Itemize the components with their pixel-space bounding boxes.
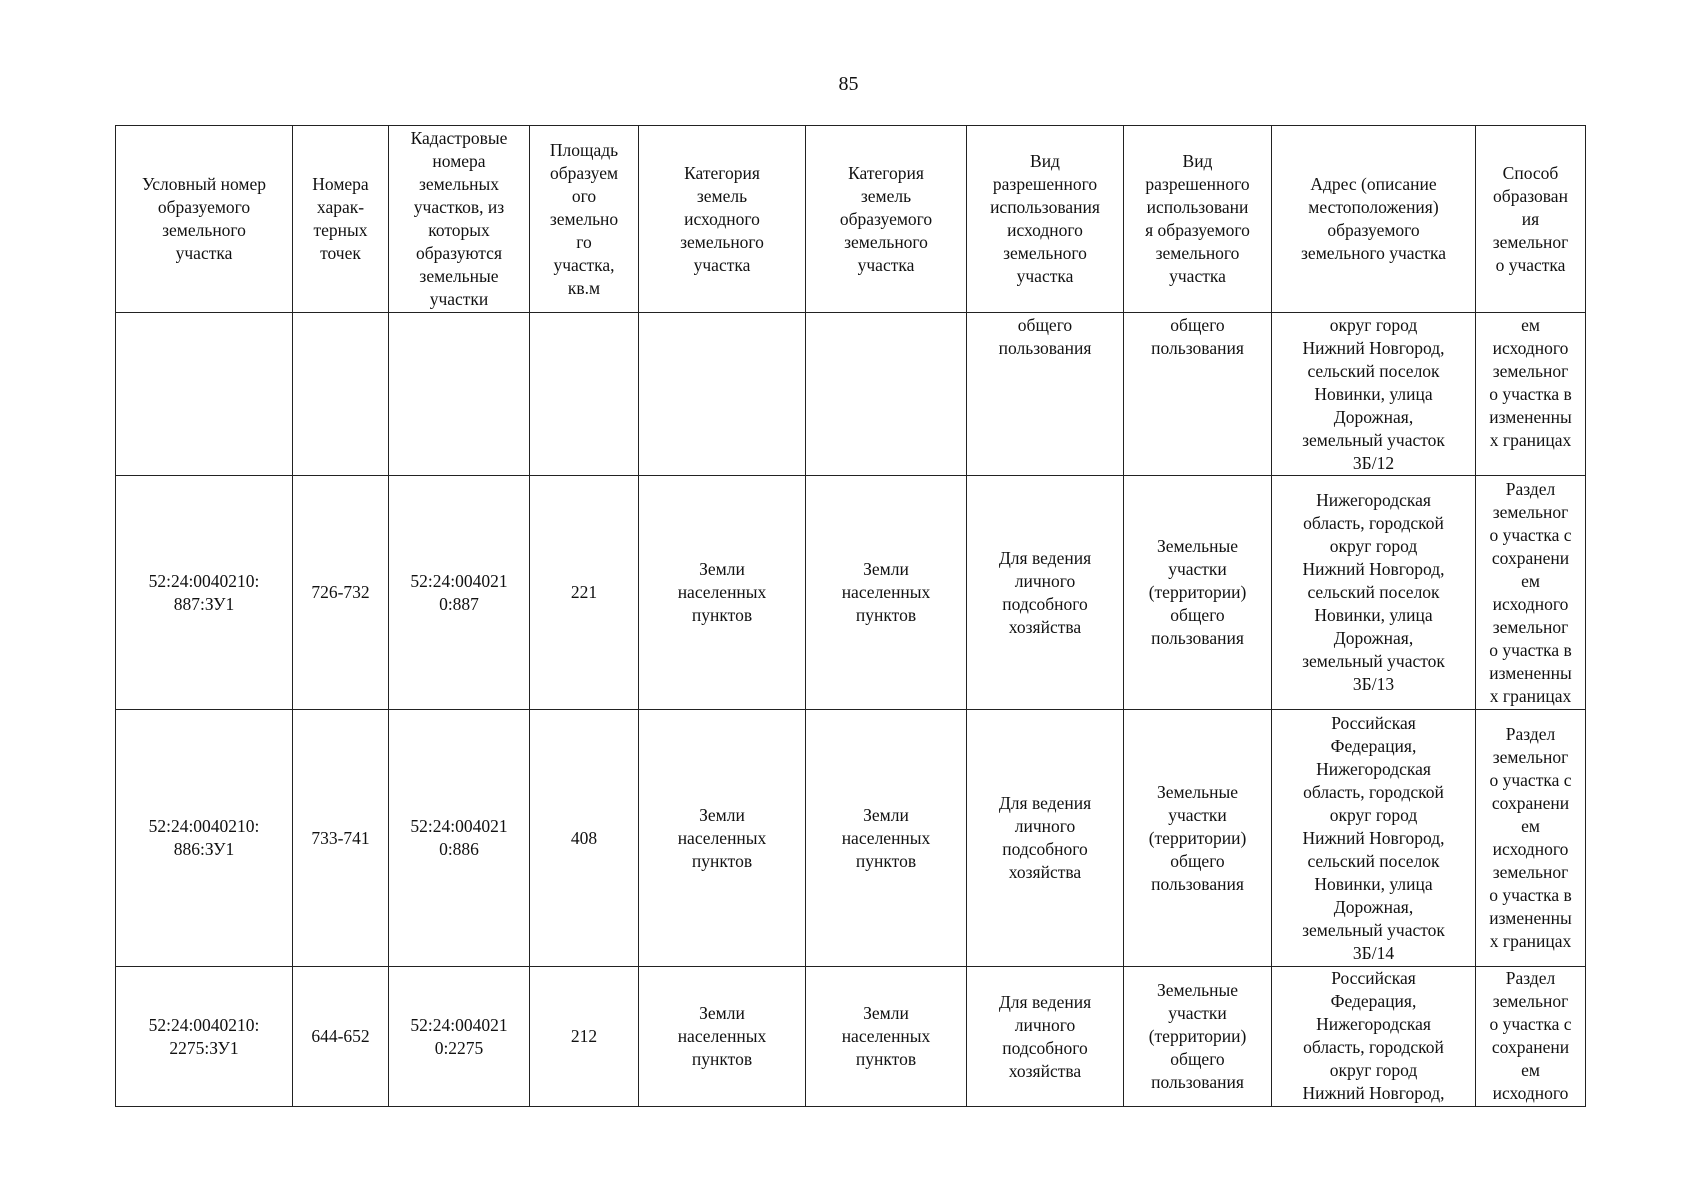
cell-source-use: [967, 476, 1124, 710]
cell-new-category: [806, 313, 967, 476]
cell-source-use: [967, 967, 1124, 1107]
cell-source-cadastral: [389, 313, 530, 476]
cell-text: 52:24:004021 0:887: [410, 570, 508, 614]
cell-area: [530, 967, 639, 1107]
cell-text: Российская Федерация, Нижегородская область, городской округ город Нижний Новгород, сельский поселок Новинки, улица Дорожная, земельный участок 3Б/14: [1302, 712, 1445, 963]
cell-text: Для ведения личного подсобного хозяйства: [998, 991, 1092, 1081]
header-new-use: [1124, 126, 1272, 313]
cell-point-numbers: [293, 710, 389, 967]
header-new-category-label: Категория земель образуемого земельного участка: [839, 162, 933, 275]
cell-area: [530, 313, 639, 476]
header-source-cadastral-label: Кадастровые номера земельных участков, из которых образуются земельные участки: [410, 128, 508, 309]
cell-method: [1476, 710, 1586, 967]
cell-text: 212: [570, 1026, 598, 1046]
page-number: 85: [838, 73, 859, 95]
cell-text: общего пользования: [1151, 315, 1244, 358]
cell-text: 52:24:0040210: 2275:ЗУ1: [148, 1014, 260, 1058]
header-plot-number: [116, 126, 293, 313]
cell-text: общего пользования: [998, 315, 1092, 358]
table-row: [116, 710, 1586, 967]
header-method-label: Способ образован ия земельног о участка: [1492, 162, 1569, 275]
cell-text: 408: [570, 827, 598, 848]
cell-text: 221: [570, 582, 598, 602]
cell-text: Нижегородская область, городской округ город Нижний Новгород, сельский поселок Новинки, улица Дорожная, земельный участок 3Б/13: [1302, 490, 1445, 694]
header-point-numbers: [293, 126, 389, 313]
cell-text: 644-652: [311, 1026, 370, 1046]
cell-text: Земли населенных пунктов: [841, 804, 931, 871]
cell-text: Земельные участки (территории) общего пользования: [1148, 980, 1247, 1092]
cell-area: [530, 476, 639, 710]
cell-source-cadastral: [389, 476, 530, 710]
header-address-label: Адрес (описание местоположения) образуемого земельного участка: [1301, 174, 1446, 263]
cell-new-use: [1124, 313, 1272, 476]
cell-source-category: [639, 476, 806, 710]
cell-new-category: [806, 476, 967, 710]
header-source-use-label: Вид разрешенного использования исходного земельного участка: [990, 151, 1100, 286]
cell-point-numbers: [293, 313, 389, 476]
cell-area: [530, 710, 639, 967]
cell-text: Земли населенных пунктов: [677, 804, 767, 871]
cell-plot-number: [116, 476, 293, 710]
cell-text: Земельные участки (территории) общего пользования: [1148, 781, 1247, 894]
cell-text: 52:24:004021 0:2275: [410, 1014, 508, 1058]
header-source-use: [967, 126, 1124, 313]
cell-text: 733-741: [311, 827, 370, 848]
header-new-use-label: Вид разрешенного использовани я образуемого земельного участка: [1145, 151, 1250, 286]
cell-source-category: [639, 710, 806, 967]
cell-address: [1272, 313, 1476, 476]
header-source-category-label: Категория земель исходного земельного участка: [680, 162, 764, 275]
cell-method: [1476, 313, 1586, 476]
cell-source-use: [967, 313, 1124, 476]
table-header-row: [116, 126, 1586, 313]
cell-plot-number: [116, 967, 293, 1107]
cell-plot-number: [116, 313, 293, 476]
cell-text: ем исходного земельног о участка в измененны х границах: [1489, 315, 1572, 450]
cell-text: Земли населенных пунктов: [841, 1003, 931, 1069]
cell-text: Земли населенных пунктов: [841, 559, 931, 625]
header-area: [530, 126, 639, 313]
cell-text: 52:24:0040210: 886:ЗУ1: [148, 816, 260, 859]
table-row: [116, 313, 1586, 476]
cell-method: [1476, 967, 1586, 1107]
cell-text: Земли населенных пунктов: [677, 1003, 767, 1069]
cell-text: 52:24:0040210: 887:ЗУ1: [148, 570, 260, 614]
cell-address: [1272, 476, 1476, 710]
cell-text: округ город Нижний Новгород, сельский поселок Новинки, улица Дорожная, земельный участок 3Б/12: [1302, 315, 1445, 473]
cell-text: Земельные участки (территории) общего пользования: [1148, 536, 1247, 648]
cell-text: 52:24:004021 0:886: [410, 816, 508, 859]
cell-new-use: [1124, 476, 1272, 710]
cell-text: Раздел земельног о участка с сохранени ем исходного земельног о участка в измененны х границах: [1489, 478, 1572, 706]
land-plots-table: [115, 125, 1586, 1107]
cell-point-numbers: [293, 967, 389, 1107]
cell-source-cadastral: [389, 967, 530, 1107]
header-new-category: [806, 126, 967, 313]
cell-source-use: [967, 710, 1124, 967]
header-address: [1272, 126, 1476, 313]
cell-text: Земли населенных пунктов: [677, 559, 767, 625]
cell-address: [1272, 710, 1476, 967]
cell-new-category: [806, 710, 967, 967]
table-row: [116, 476, 1586, 710]
cell-source-category: [639, 967, 806, 1107]
header-area-label: Площадь образуем ого земельно го участка, кв.м: [549, 139, 619, 298]
cell-point-numbers: [293, 476, 389, 710]
cell-text: Российская Федерация, Нижегородская область, городской округ город Нижний Новгород,: [1302, 968, 1445, 1103]
cell-source-cadastral: [389, 710, 530, 967]
header-source-cadastral: [389, 126, 530, 313]
cell-text: Раздел земельног о участка с сохранени ем исходного земельног о участка в измененны х границах: [1489, 724, 1572, 951]
cell-text: Для ведения личного подсобного хозяйства: [998, 793, 1092, 882]
table-row: [116, 967, 1586, 1107]
cell-text: 726-732: [311, 582, 370, 602]
header-method: [1476, 126, 1586, 313]
cell-address: [1272, 967, 1476, 1107]
cell-new-use: [1124, 967, 1272, 1107]
header-plot-number-label: Условный номер образуемого земельного участка: [141, 174, 267, 263]
cell-text: Для ведения личного подсобного хозяйства: [998, 547, 1092, 637]
cell-source-category: [639, 313, 806, 476]
cell-method: [1476, 476, 1586, 710]
header-source-category: [639, 126, 806, 313]
header-point-numbers-label: Номера харак- терных точек: [312, 174, 369, 263]
cell-text: Раздел земельног о участка с сохранени ем исходного: [1489, 968, 1572, 1103]
cell-new-use: [1124, 710, 1272, 967]
cell-new-category: [806, 967, 967, 1107]
cell-plot-number: [116, 710, 293, 967]
